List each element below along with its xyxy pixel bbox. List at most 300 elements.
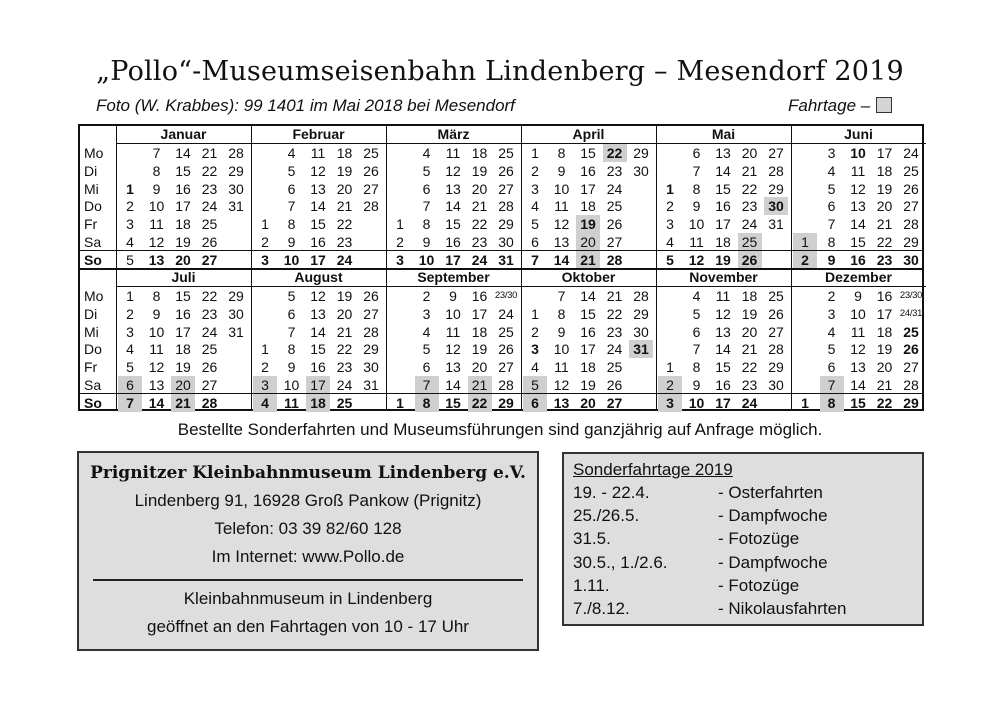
calendar-day: 28 [903,216,919,233]
calendar-day: 26 [606,377,623,393]
calendar-day: 14 [850,216,866,233]
month-name: September [386,269,521,287]
calendar-day: 12 [445,162,461,179]
calendar-day: 17 [175,323,191,340]
calendar-day [253,287,277,305]
calendar-day [793,180,817,198]
special-day-item [573,483,922,506]
calendar-day [658,305,682,323]
calendar-day: 22 [471,216,488,233]
calendar-day: 18 [580,359,596,376]
calendar-day: 16 [876,288,893,304]
calendar-day: 11 [149,341,164,358]
calendar-day: 4 [287,145,296,161]
weekday-label: Mi [84,180,99,197]
calendar-day: 19 [336,288,353,304]
special-day-item [573,506,922,529]
calendar-day [629,215,653,233]
calendar-day: 21 [876,216,893,233]
calendar-day: 5 [287,162,296,179]
calendar-day [629,233,653,251]
calendar-day: 16 [580,162,596,179]
calendar-day: 28 [606,251,623,268]
calendar-day: 29 [228,162,244,179]
calendar-day: 3 [666,216,674,233]
calendar-day: 20 [175,251,191,268]
calendar-day: 5 [827,341,836,358]
calendar-day: 10 [850,305,866,322]
calendar-day: 15 [580,145,596,161]
calendar-day [388,305,412,323]
calendar-day: 28 [768,341,784,358]
calendar-day: 25 [768,288,784,304]
calendar-day: 15 [850,234,866,250]
calendar-day [388,323,412,341]
calendar-day: 20 [336,180,353,197]
calendar-day: 16 [850,251,866,268]
calendar-day: 24 [903,145,919,161]
calendar-day [658,144,682,162]
month-block [116,269,252,411]
calendar-day: 14 [310,323,326,340]
weekday-label: Fr [84,216,98,233]
calendar-day: 2 [531,323,539,340]
calendar-day: 27 [363,180,379,197]
calendar-day [629,197,653,215]
calendar-day: 4 [531,198,539,215]
calendar-day [629,251,653,269]
calendar-day: 30 [498,234,514,250]
calendar-day: 7 [827,216,836,233]
calendar-day: 12 [850,341,866,358]
calendar-day [629,376,653,394]
calendar-day [764,394,788,412]
calendar-day: 14 [850,377,866,393]
calendar-day: 22 [741,180,758,197]
month-name: November [656,269,791,287]
calendar-day [224,215,248,233]
calendar-day [224,233,248,251]
museum-name: Prignitzer Kleinbahnmuseum Lindenberg e.V. [90,463,526,483]
calendar-day: 20 [171,376,195,394]
calendar-day: 20 [741,323,758,340]
calendar-day: 4 [692,288,701,304]
month-name: Februar [251,126,386,144]
calendar-day: 27 [498,359,514,376]
calendar-day: 7 [531,251,539,268]
calendar-day: 13 [850,198,866,215]
calendar-day: 11 [715,288,731,304]
calendar-day: 7 [692,341,701,358]
weekday-label: Fr [84,359,98,376]
calendar-day: 28 [498,377,514,393]
calendar-day: 8 [415,394,439,412]
calendar-day: 22 [741,359,758,376]
calendar-day: 14 [445,198,461,215]
calendar-day: 7 [415,376,439,394]
calendar-day: 13 [445,180,461,197]
calendar-day: 31 [363,377,379,393]
calendar-day: 23 [741,198,758,215]
calendar-day: 28 [903,377,919,393]
calendar-day: 12 [553,216,570,233]
calendar-day: 31 [228,323,244,340]
calendar-day: 8 [152,288,161,304]
month-block [656,269,792,411]
calendar-day: 16 [715,377,731,393]
calendar-day: 26 [201,359,218,376]
weekday-label: Sa [84,234,102,250]
calendar-day: 2 [658,376,682,394]
calendar-day: 6 [287,305,296,322]
calendar-day: 5 [666,251,674,268]
special-day-event: - Fotozüge [718,575,800,595]
calendar-day: 5 [827,180,836,197]
divider [93,579,523,581]
calendar-day: 6 [422,359,431,376]
calendar-day: 23 [201,180,218,197]
special-days-list [573,483,922,622]
calendar-day: 4 [531,359,539,376]
calendar-day: 25 [606,359,623,376]
special-day-date: 25./26.5. [573,506,640,526]
month-block [116,126,252,268]
calendar-day: 4 [422,323,431,340]
calendar-day: 17 [445,251,461,268]
calendar-day: 31 [498,251,514,268]
month-block [251,269,387,411]
calendar-day [118,162,142,180]
calendar-day: 25 [498,323,514,340]
calendar-day: 8 [557,305,566,322]
calendar-day: 2 [396,234,404,250]
calendar-day: 22 [201,162,218,179]
calendar-day [388,287,412,305]
calendar-day: 6 [422,180,431,197]
calendar-day: 9 [854,288,862,304]
calendar-day [658,323,682,341]
calendar-day: 24 [741,394,758,411]
calendar-day: 28 [363,323,379,340]
calendar-day: 25 [201,341,218,358]
calendar-day: 24 [741,216,758,233]
calendar-day [253,180,277,198]
special-day-event: - Fotozüge [718,529,800,549]
calendar-day: 29 [903,394,919,411]
calendar-day: 24 [606,341,623,358]
calendar-day: 17 [175,198,191,215]
calendar-day: 16 [471,288,488,304]
weekday-label: Mi [84,323,99,340]
calendar-day: 20 [741,145,758,161]
calendar-day: 17 [306,376,330,394]
calendar-day: 6 [827,359,836,376]
calendar-day: 11 [554,359,569,376]
calendar-day [658,162,682,180]
calendar-day: 1 [531,305,539,322]
calendar-day: 16 [580,323,596,340]
calendar-day: 27 [903,198,919,215]
calendar-day: 7 [422,198,431,215]
calendar-day: 23 [336,234,353,250]
calendar-day: 17 [876,305,893,322]
calendar-day: 8 [692,359,701,376]
legend [788,96,892,116]
calendar-day: 20 [471,180,488,197]
calendar-day: 21 [468,376,492,394]
calendar-day: 2 [793,251,817,269]
calendar-day: 3 [827,305,836,322]
calendar-day [388,358,412,376]
calendar-day: 15 [715,180,731,197]
month-name: Mai [656,126,791,144]
calendar-day: 4 [422,145,431,161]
calendar-day: 20 [576,233,600,251]
calendar-day: 19 [876,180,893,197]
calendar-day: 6 [118,376,142,394]
special-day-item [573,576,922,599]
calendar-day [629,394,653,412]
calendar-day: 18 [471,323,488,340]
calendar-day: 14 [553,251,570,268]
calendar-day: 9 [152,305,161,322]
calendar-day: 16 [310,359,326,376]
calendar-day: 14 [175,145,191,161]
calendar-day: 22 [876,394,893,411]
calendar-day: 30 [768,377,784,393]
calendar-day: 26 [498,341,514,358]
special-day-date: 31.5. [573,529,611,549]
calendar-day: 29 [498,394,514,411]
calendar-day: 21 [171,394,195,412]
calendar-day: 18 [715,234,731,250]
calendar-day: 16 [445,234,461,250]
calendar-day: 3 [253,376,277,394]
calendar-day: 26 [903,180,919,197]
calendar-day: 5 [692,305,701,322]
calendar-day: 17 [715,394,731,411]
calendar-day: 12 [850,180,866,197]
calendar-day: 19 [471,162,488,179]
calendar-day: 2 [261,359,269,376]
calendar-day: 11 [554,198,569,215]
calendar-day: 7 [557,288,566,304]
calendar-day: 11 [689,234,704,250]
calendar-day [629,180,653,198]
month-name: Juli [116,269,251,287]
calendar-day: 10 [553,180,570,197]
calendar-day: 24 [336,377,353,393]
calendar-day: 30 [363,359,379,376]
calendar-day: 9 [422,234,431,250]
calendar-day: 10 [283,251,300,268]
calendar-day: 9 [152,180,161,197]
calendar-day [253,197,277,215]
calendar-day: 17 [471,305,488,322]
calendar-day: 26 [498,162,514,179]
calendar-day: 29 [633,145,649,161]
calendar-day: 2 [827,288,836,304]
page-title: „Pollo“-Museumseisenbahn Lindenberg – Mesendorf 2019 [96,56,904,87]
calendar-day: 1 [261,216,269,233]
calendar-day: 21 [606,288,623,304]
calendar-day: 30 [228,305,244,322]
calendar-day: 27 [498,180,514,197]
calendar-day: 18 [741,288,758,304]
calendar-day: 4 [827,323,836,340]
calendar-day: 28 [498,198,514,215]
calendar-day [388,376,412,394]
calendar-day: 23 [741,377,758,393]
calendar-day [793,323,817,341]
photo-credit: Foto (W. Krabbes): 99 1401 im Mai 2018 bei Mesendorf [96,96,515,115]
calendar-day: 13 [715,145,731,161]
calendar-day: 9 [827,251,836,268]
calendar-day: 15 [175,288,191,304]
calendar-day: 6 [827,198,836,215]
calendar-day: 7 [820,376,844,394]
calendar-day [658,287,682,305]
calendar-day: 27 [903,359,919,376]
calendar-day: 22 [606,305,623,322]
calendar-day: 31 [768,216,784,233]
month-block [791,126,926,268]
calendar-day: 6 [523,394,547,412]
special-day-item [573,599,922,622]
weekday-label: Di [84,305,98,322]
calendar-day: 27 [768,145,784,161]
calendar-day: 29 [498,216,514,233]
calendar-day: 6 [531,234,539,250]
calendar-day: 18 [580,198,596,215]
calendar-day: 1 [126,180,134,197]
calendar-day [793,144,817,162]
calendar-day: 9 [557,323,566,340]
calendar-day: 31 [228,198,244,215]
calendar-day: 3 [531,341,539,358]
calendar-day [224,340,248,358]
calendar-day: 5 [422,341,431,358]
calendar-day: 5 [126,251,134,268]
calendar-day: 2 [126,305,134,322]
museum-hours-line2: geöffnet an den Fahrtagen von 10 - 17 Uhr [147,617,469,636]
calendar-day: 9 [692,377,701,393]
calendar-day [793,162,817,180]
calendar-day: 20 [876,198,893,215]
calendar-day [118,144,142,162]
calendar-day: 4 [126,341,134,358]
calendar-day: 22 [603,144,627,162]
calendar-day: 12 [310,162,326,179]
calendar-day: 13 [148,251,165,268]
calendar-day: 19 [336,162,353,179]
calendar-day: 17 [310,251,326,268]
calendar-day [793,305,817,323]
calendar-day: 23 [606,162,623,179]
calendar-day: 15 [445,394,461,411]
calendar-day: 5 [287,288,296,304]
calendar-day: 1 [261,341,269,358]
calendar-day: 29 [633,305,649,322]
calendar-day [359,251,383,269]
calendar-day: 22 [876,234,893,250]
calendar-day: 1 [531,145,539,161]
calendar-day: 6 [287,180,296,197]
calendar-day: 23 [336,359,353,376]
calendar-day: 7 [287,198,296,215]
calendar-day: 30 [764,197,788,215]
special-day-item [573,553,922,576]
calendar-day: 3 [531,180,539,197]
calendar-day: 7 [692,162,701,179]
month-block [656,126,792,268]
calendar-day: 12 [148,234,165,250]
calendar-day: 15 [310,216,326,233]
calendar-day: 24/31 [899,307,923,319]
calendar-day: 4 [827,162,836,179]
calendar-day: 24 [201,198,218,215]
calendar-day: 15 [715,359,731,376]
month-name: April [521,126,656,144]
month-name: Juni [791,126,926,144]
special-day-event: - Osterfahrten [718,483,823,502]
calendar-day [253,162,277,180]
calendar-day: 21 [876,377,893,393]
calendar-day: 26 [768,305,784,322]
calendar-day [629,358,653,376]
calendar-day: 8 [287,341,296,358]
calendar-day: 28 [633,288,649,304]
calendar-day: 2 [126,198,134,215]
calendar-day: 17 [580,180,596,197]
calendar-day: 11 [445,323,461,340]
calendar-day: 3 [422,305,431,322]
calendar-day: 11 [445,145,461,161]
calendar-day: 26 [201,234,218,250]
special-day-date: 19. - 22.4. [573,483,650,502]
calendar-day: 25 [903,323,919,340]
calendar-day: 15 [175,162,191,179]
calendar-day: 29 [768,359,784,376]
calendar-day: 7 [287,323,296,340]
calendar-day: 18 [876,323,893,340]
calendar-day: 23/30 [899,290,923,301]
calendar-day: 28 [228,145,244,161]
calendar-day [224,394,248,412]
weekday-label: Di [84,162,98,179]
calendar-day: 14 [310,198,326,215]
calendar-day: 18 [471,145,488,161]
calendar-day: 26 [738,251,762,269]
calendar-day: 16 [715,198,731,215]
legend-label: Fahrtage – [788,96,871,115]
calendar-day [253,144,277,162]
calendar-day: 22 [468,394,492,412]
calendar-day: 20 [471,359,488,376]
calendar-day: 21 [576,251,600,269]
calendar-day: 10 [688,216,705,233]
calendar-day: 15 [445,216,461,233]
calendar-day: 8 [152,162,161,179]
calendar-day: 2 [666,198,674,215]
calendar-day: 19 [175,234,191,250]
calendar-day [658,340,682,358]
calendar-day: 21 [741,162,758,179]
calendar-day: 30 [633,323,649,340]
month-name: Januar [116,126,251,144]
calendar-day: 10 [553,341,570,358]
calendar-day: 13 [553,234,570,250]
